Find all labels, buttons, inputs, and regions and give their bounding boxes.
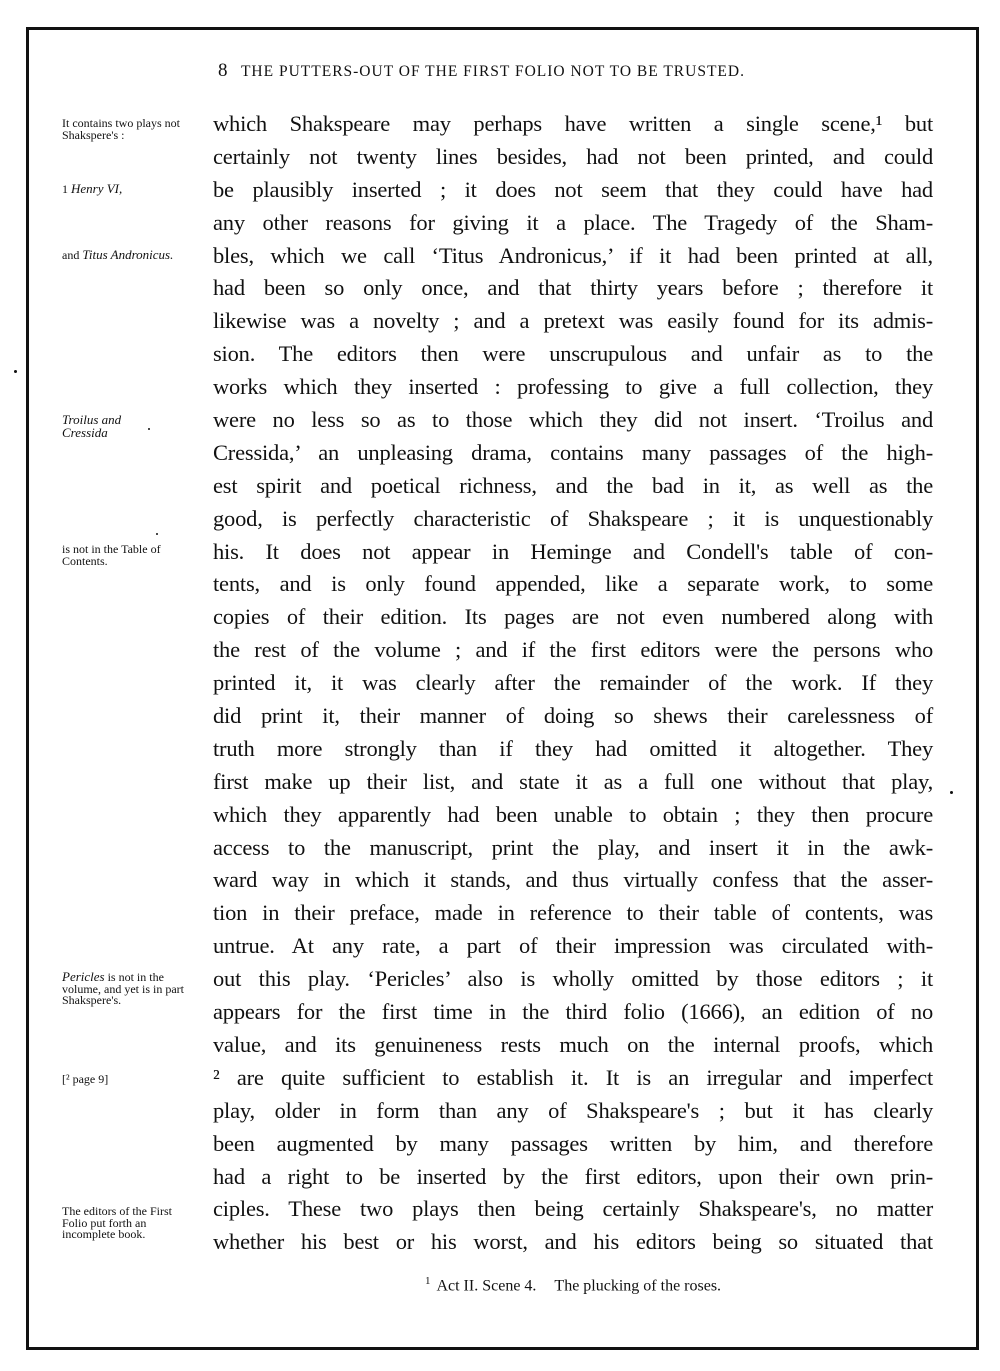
text-line: any other reasons for giving it a place. The Tragedy of the Sham- bbox=[213, 209, 933, 235]
running-header bbox=[218, 60, 933, 82]
margin-note-italic: Henry VI, bbox=[71, 181, 123, 196]
text-line: good, is perfectly characteristic of Shakspeare ; it is unquestionably bbox=[213, 505, 933, 531]
margin-note-troilus bbox=[62, 414, 162, 439]
text-line: appears for the first time in the third folio (1666), an edition of no bbox=[213, 999, 933, 1025]
margin-note-page-ref bbox=[62, 1074, 202, 1086]
text-line: play, older in form than any of Shakspeare's ; but it has clearly bbox=[213, 1097, 933, 1123]
margin-note-text: The editors of the First Folio put forth an incomplete book. bbox=[62, 1204, 172, 1241]
text-line: Cressida,’ an unpleasing drama, contains many passages of the high- bbox=[213, 439, 933, 465]
text-line: printed it, it was clearly after the remainder of the work. If they bbox=[213, 670, 933, 696]
footnote-mark: 1 bbox=[424, 1275, 431, 1287]
margin-note-not-in-table bbox=[62, 544, 162, 567]
text-line: whether his best or his worst, and his editors being so situated that bbox=[213, 1229, 933, 1255]
running-title: THE PUTTERS-OUT OF THE FIRST FOLIO NOT TO BE TRUSTED. bbox=[240, 63, 745, 80]
body-text bbox=[213, 108, 933, 1259]
margin-note-italic: Titus Andronicus. bbox=[82, 247, 174, 262]
text-line: ciples. These two plays then being certainly Shakspeare's, no matter bbox=[213, 1196, 933, 1222]
scan-speck bbox=[148, 428, 150, 430]
text-line: tents, and is only found appended, like a separate work, to some bbox=[213, 571, 933, 597]
text-line: tion in their preface, made in reference to their table of contents, was bbox=[213, 900, 933, 926]
text-line: the rest of the volume ; and if the first editors were the persons who bbox=[213, 637, 933, 663]
text-line: be plausibly inserted ; it does not seem that they could have had bbox=[213, 176, 933, 202]
text-line: certainly not twenty lines besides, had not been printed, and could bbox=[213, 143, 933, 169]
text-line: est spirit and poetical richness, and the bad in it, as well as the bbox=[213, 472, 933, 498]
margin-note-text: [² page 9] bbox=[62, 1072, 109, 1086]
margin-note-pericles bbox=[62, 971, 197, 1007]
text-line: were no less so as to those which they did not insert. ‘Troilus and bbox=[213, 407, 933, 433]
margin-note-italic: Pericles bbox=[62, 969, 105, 984]
text-line: bles, which we call ‘Titus Andronicus,’ if it had been printed at all, bbox=[213, 242, 933, 268]
text-line: been augmented by many passages written by him, and therefore bbox=[213, 1130, 933, 1156]
scan-speck bbox=[14, 370, 17, 373]
margin-note-editors bbox=[62, 1206, 197, 1241]
scan-speck bbox=[950, 791, 953, 794]
margin-note-titus bbox=[62, 249, 202, 262]
text-line: untrue. At any rate, a part of their impression was circulated with- bbox=[213, 933, 933, 959]
text-line: first make up their list, and state it as a full one without that play, bbox=[213, 768, 933, 794]
text-line: copies of their edition. Its pages are not even numbered along with bbox=[213, 604, 933, 630]
text-line: ward way in which it stands, and thus virtually confess that the asser- bbox=[213, 867, 933, 893]
margin-note-prefix: 1 bbox=[62, 182, 68, 196]
margin-note-italic: Troilus and Cressida bbox=[62, 412, 122, 440]
text-line: did print it, their manner of doing so shews their carelessness of bbox=[213, 703, 933, 729]
text-line: truth more strongly than if they had omitted it altogether. They bbox=[213, 735, 933, 761]
text-line: his. It does not appear in Heminge and Condell's table of con- bbox=[213, 538, 933, 564]
text-line: which Shakspeare may perhaps have written a single scene,¹ but bbox=[213, 111, 933, 136]
footnote-text: The plucking of the roses. bbox=[554, 1277, 722, 1295]
page-number: 8 bbox=[218, 60, 229, 81]
margin-note-prefix: and bbox=[62, 248, 80, 262]
text-line: works which they inserted : professing to give a full collection, they bbox=[213, 374, 933, 400]
text-line: likewise was a novelty ; and a pretext was easily found for its admis- bbox=[213, 308, 933, 334]
scan-speck bbox=[156, 533, 158, 535]
margin-note-two-plays bbox=[62, 118, 202, 141]
margin-note-text: is not in the Table of Contents. bbox=[62, 542, 161, 568]
margin-note-text: It contains two plays not Shakspere's : bbox=[62, 116, 180, 142]
text-line: access to the manuscript, print the play, and insert it in the awk- bbox=[213, 834, 933, 860]
text-line: had been so only once, and that thirty years before ; therefore it bbox=[213, 275, 933, 301]
text-line: had a right to be inserted by the first editors, upon their own prin- bbox=[213, 1163, 933, 1189]
text-line: ² are quite sufficient to establish it. It is an irregular and imperfect bbox=[213, 1064, 933, 1090]
text-line: sion. The editors then were unscrupulous and unfair as to the bbox=[213, 341, 933, 367]
text-line: out this play. ‘Pericles’ also is wholly omitted by those editors ; it bbox=[213, 966, 933, 992]
text-line: which they apparently had been unable to obtain ; they then procure bbox=[213, 801, 933, 827]
footnote-ref: Act II. Scene 4. bbox=[436, 1277, 537, 1295]
margin-note-text: is not in the volume, and yet is in part Shakspere's. bbox=[62, 970, 184, 1007]
text-line: value, and its genuineness rests much on the internal proofs, which bbox=[213, 1031, 933, 1057]
margin-note-henry-vi bbox=[62, 183, 202, 196]
footnote bbox=[213, 1275, 933, 1295]
